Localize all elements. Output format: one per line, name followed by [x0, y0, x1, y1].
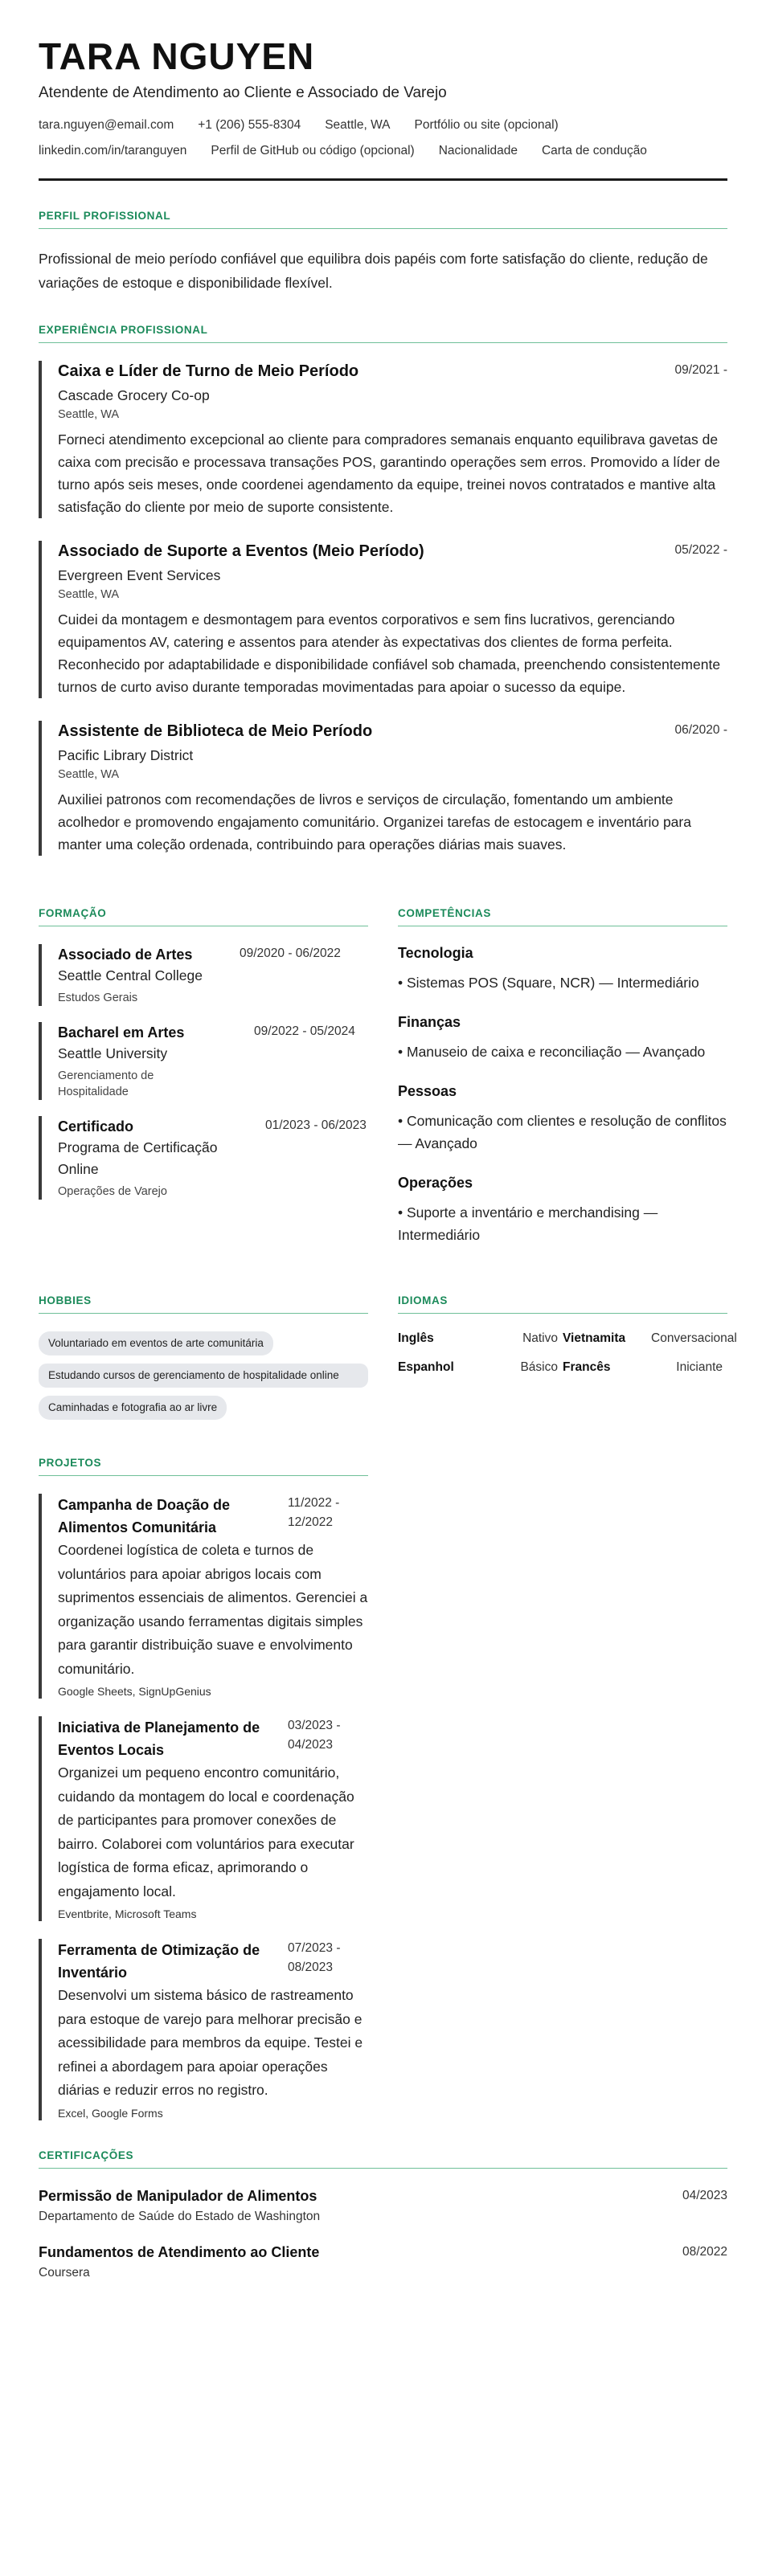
- languages-heading: IDIOMAS: [398, 1294, 727, 1314]
- experience-description: Cuidei da montagem e desmontagem para eventos corporativos e sem fins lucrativos, gerenciando equipamentos AV, catering e assentos para atender às expectativas dos clientes de forma perfeita. Reconhecido por adaptabilidade e disponibilidade confiável sob chamada, preenchendo consistentemente turnos de curto aviso durante temporadas movimentadas para apoiar o sucesso da equipe.: [58, 611, 721, 695]
- project-tech: Excel, Google Forms: [58, 2106, 163, 2120]
- project-item: [39, 1494, 368, 1699]
- project-tech: Eventbrite, Microsoft Teams: [58, 1907, 197, 1920]
- hobby-chip: Caminhadas e fotografia ao ar livre: [39, 1396, 227, 1420]
- experience-date: 05/2022 -: [674, 543, 727, 557]
- skills-heading: COMPETÊNCIAS: [398, 907, 727, 926]
- experience-location: Seattle, WA: [58, 408, 120, 421]
- experience-date: 09/2021 -: [674, 363, 727, 377]
- skill-category: Operações: [398, 1175, 473, 1191]
- summary-text: Profissional de meio período confiável que equilibra dois papéis com forte satisfação do cliente, redução de variações de estoque e disponibilidade flexível.: [39, 251, 708, 291]
- languages-section: [398, 1266, 737, 1428]
- education-section: [39, 878, 368, 1266]
- education-skills-row: [39, 878, 727, 1266]
- projects-heading: PROJETOS: [39, 1457, 368, 1476]
- skill-detail: • Suporte a inventário e merchandising — Intermediário: [398, 1204, 658, 1243]
- hobbies-section: [39, 1266, 368, 1428]
- certifications-section: [39, 2149, 727, 2281]
- education-item: [39, 1022, 368, 1100]
- education-date: 09/2020 - 06/2022: [240, 947, 341, 960]
- contact-location: Seattle, WA: [325, 118, 391, 132]
- project-description: Coordenei logística de coleta e turnos de voluntários para apoiar abrigos locais com suprimentos essenciais de alimentos. Gerenciei a organização usando ferramentas digitais simples para garantir distribuição suave e envolvimento comunitário.: [58, 1542, 368, 1677]
- skill-category: Pessoas: [398, 1083, 457, 1099]
- candidate-name: TARA NGUYEN: [39, 35, 315, 77]
- certifications-heading: CERTIFICAÇÕES: [39, 2149, 727, 2169]
- candidate-headline: Atendente de Atendimento ao Cliente e Associado de Varejo: [39, 84, 447, 101]
- skill-group: [398, 1082, 727, 1155]
- education-field: Operações de Varejo: [58, 1185, 167, 1198]
- language-name: Inglês: [398, 1331, 434, 1345]
- certification-issuer: Departamento de Saúde do Estado de Washington: [39, 2209, 321, 2223]
- education-item: [39, 944, 368, 1006]
- project-tech: Google Sheets, SignUpGenius: [58, 1685, 211, 1698]
- project-date: 07/2023 - 08/2023: [288, 1941, 341, 1974]
- experience-description: Forneci atendimento excepcional ao cliente para compradores semanais enquanto equilibrava gavetas de caixa com precisão e processava transações POS, garantindo operações sem erros. Promovido a líder de turno após seis meses, onde coordenei agendamento da equipe, treinei novos contratados e mantive alta satisfação do cliente por meio de suporte consistente.: [58, 431, 720, 515]
- certification-item: [39, 2243, 727, 2281]
- education-field: Estudos Gerais: [58, 992, 138, 1004]
- experience-location: Seattle, WA: [58, 768, 120, 781]
- summary-section: [39, 210, 727, 295]
- certification-item: [39, 2186, 727, 2225]
- language-level: Iniciante: [676, 1360, 723, 1374]
- skill-detail: • Sistemas POS (Square, NCR) — Intermediário: [398, 975, 699, 991]
- header-divider: [39, 178, 727, 181]
- certification-date: 08/2022: [682, 2244, 727, 2259]
- experience-item: [39, 541, 727, 698]
- experience-location: Seattle, WA: [58, 588, 120, 601]
- contact-driving-license: Carta de condução: [541, 144, 647, 157]
- contact-phone[interactable]: +1 (206) 555-8304: [198, 118, 301, 132]
- language-name: Espanhol: [398, 1360, 454, 1374]
- contact-nationality: Nacionalidade: [438, 144, 518, 157]
- experience-item: [39, 721, 727, 856]
- project-name: Ferramenta de Otimização de Inventário: [58, 1942, 260, 1981]
- contact-linkedin[interactable]: linkedin.com/in/taranguyen: [39, 144, 187, 157]
- resume-header: [39, 35, 727, 181]
- experience-company: Pacific Library District: [58, 747, 194, 763]
- experience-company: Cascade Grocery Co-op: [58, 387, 210, 403]
- project-item: [39, 1939, 368, 2120]
- skill-detail: • Comunicação com clientes e resolução de conflitos — Avançado: [398, 1113, 727, 1151]
- experience-section: [39, 324, 727, 856]
- project-description: Organizei um pequeno encontro comunitário, cuidando da montagem do local e coordenação de participantes para promover conexões de bairro. Colaborei com voluntários para executar logística de forma eficaz, aprimorando o engajamento local.: [58, 1764, 354, 1899]
- skill-detail: • Manuseio de caixa e reconciliação — Avançado: [398, 1044, 706, 1060]
- education-date: 09/2022 - 05/2024: [254, 1024, 355, 1038]
- project-item: [39, 1716, 368, 1921]
- skills-section: [398, 878, 727, 1266]
- hobbies-heading: HOBBIES: [39, 1294, 368, 1314]
- certification-issuer: Coursera: [39, 2265, 90, 2280]
- education-institution: Programa de Certificação Online: [58, 1139, 218, 1177]
- experience-heading: EXPERIÊNCIA PROFISSIONAL: [39, 324, 727, 343]
- experience-role: Assistente de Biblioteca de Meio Período: [58, 722, 373, 740]
- skill-category: Tecnologia: [398, 945, 473, 961]
- experience-item: [39, 361, 727, 518]
- education-institution: Seattle University: [58, 1045, 168, 1061]
- project-name: Campanha de Doação de Alimentos Comunitária: [58, 1497, 231, 1535]
- hobby-list: [39, 1331, 368, 1428]
- skill-group: [398, 1013, 727, 1063]
- language-level: Conversacional: [651, 1331, 737, 1345]
- education-degree: Associado de Artes: [58, 947, 193, 963]
- language-name: Francês: [563, 1360, 611, 1374]
- certification-name: Permissão de Manipulador de Alimentos: [39, 2187, 317, 2204]
- education-degree: Certificado: [58, 1118, 134, 1135]
- experience-date: 06/2020 -: [674, 723, 727, 737]
- project-description: Desenvolvi um sistema básico de rastreamento para estoque de varejo para melhorar precisão e acessibilidade para membros da equipe. Testei e refinei a abordagem para apoiar operações diárias e reduzir erros no registro.: [58, 1987, 363, 2098]
- education-item: [39, 1116, 368, 1200]
- experience-role: Caixa e Líder de Turno de Meio Período: [58, 362, 359, 380]
- language-level: Nativo: [522, 1331, 558, 1345]
- skill-group: [398, 1174, 727, 1246]
- hobby-chip: Estudando cursos de gerenciamento de hospitalidade online: [39, 1364, 368, 1388]
- experience-company: Evergreen Event Services: [58, 567, 221, 583]
- contact-list: [39, 117, 727, 159]
- certification-name: Fundamentos de Atendimento ao Cliente: [39, 2243, 320, 2260]
- education-field: Gerenciamento de Hospitalidade: [58, 1069, 154, 1098]
- language-level: Básico: [520, 1360, 558, 1374]
- education-degree: Bacharel em Artes: [58, 1024, 185, 1041]
- contact-portfolio[interactable]: Portfólio ou site (opcional): [414, 118, 559, 132]
- skill-category: Finanças: [398, 1014, 461, 1030]
- project-date: 11/2022 - 12/2022: [288, 1496, 340, 1529]
- education-heading: FORMAÇÃO: [39, 907, 368, 926]
- education-institution: Seattle Central College: [58, 967, 203, 983]
- project-name: Iniciativa de Planejamento de Eventos Locais: [58, 1719, 260, 1758]
- contact-github[interactable]: Perfil de GitHub ou código (opcional): [211, 144, 415, 157]
- certification-date: 04/2023: [682, 2188, 727, 2202]
- skill-group: [398, 944, 727, 994]
- hobbies-languages-row: [39, 1266, 737, 1428]
- language-list: [398, 1331, 737, 1375]
- experience-description: Auxiliei patronos com recomendações de livros e serviços de circulação, fomentando um ambiente acolhedor e promovendo engajamento comunitário. Organizei tarefas de estocagem e inventário para manter uma coleção ordenada, contribuindo para operações diárias mais suaves.: [58, 791, 691, 853]
- language-name: Vietnamita: [563, 1331, 626, 1345]
- projects-section: [39, 1457, 368, 2120]
- hobby-chip: Voluntariado em eventos de arte comunitária: [39, 1331, 273, 1355]
- education-date: 01/2023 - 06/2023: [265, 1118, 367, 1132]
- project-date: 03/2023 - 04/2023: [288, 1719, 341, 1752]
- experience-role: Associado de Suporte a Eventos (Meio Período): [58, 542, 424, 560]
- summary-heading: PERFIL PROFISSIONAL: [39, 210, 727, 229]
- contact-email[interactable]: tara.nguyen@email.com: [39, 118, 174, 132]
